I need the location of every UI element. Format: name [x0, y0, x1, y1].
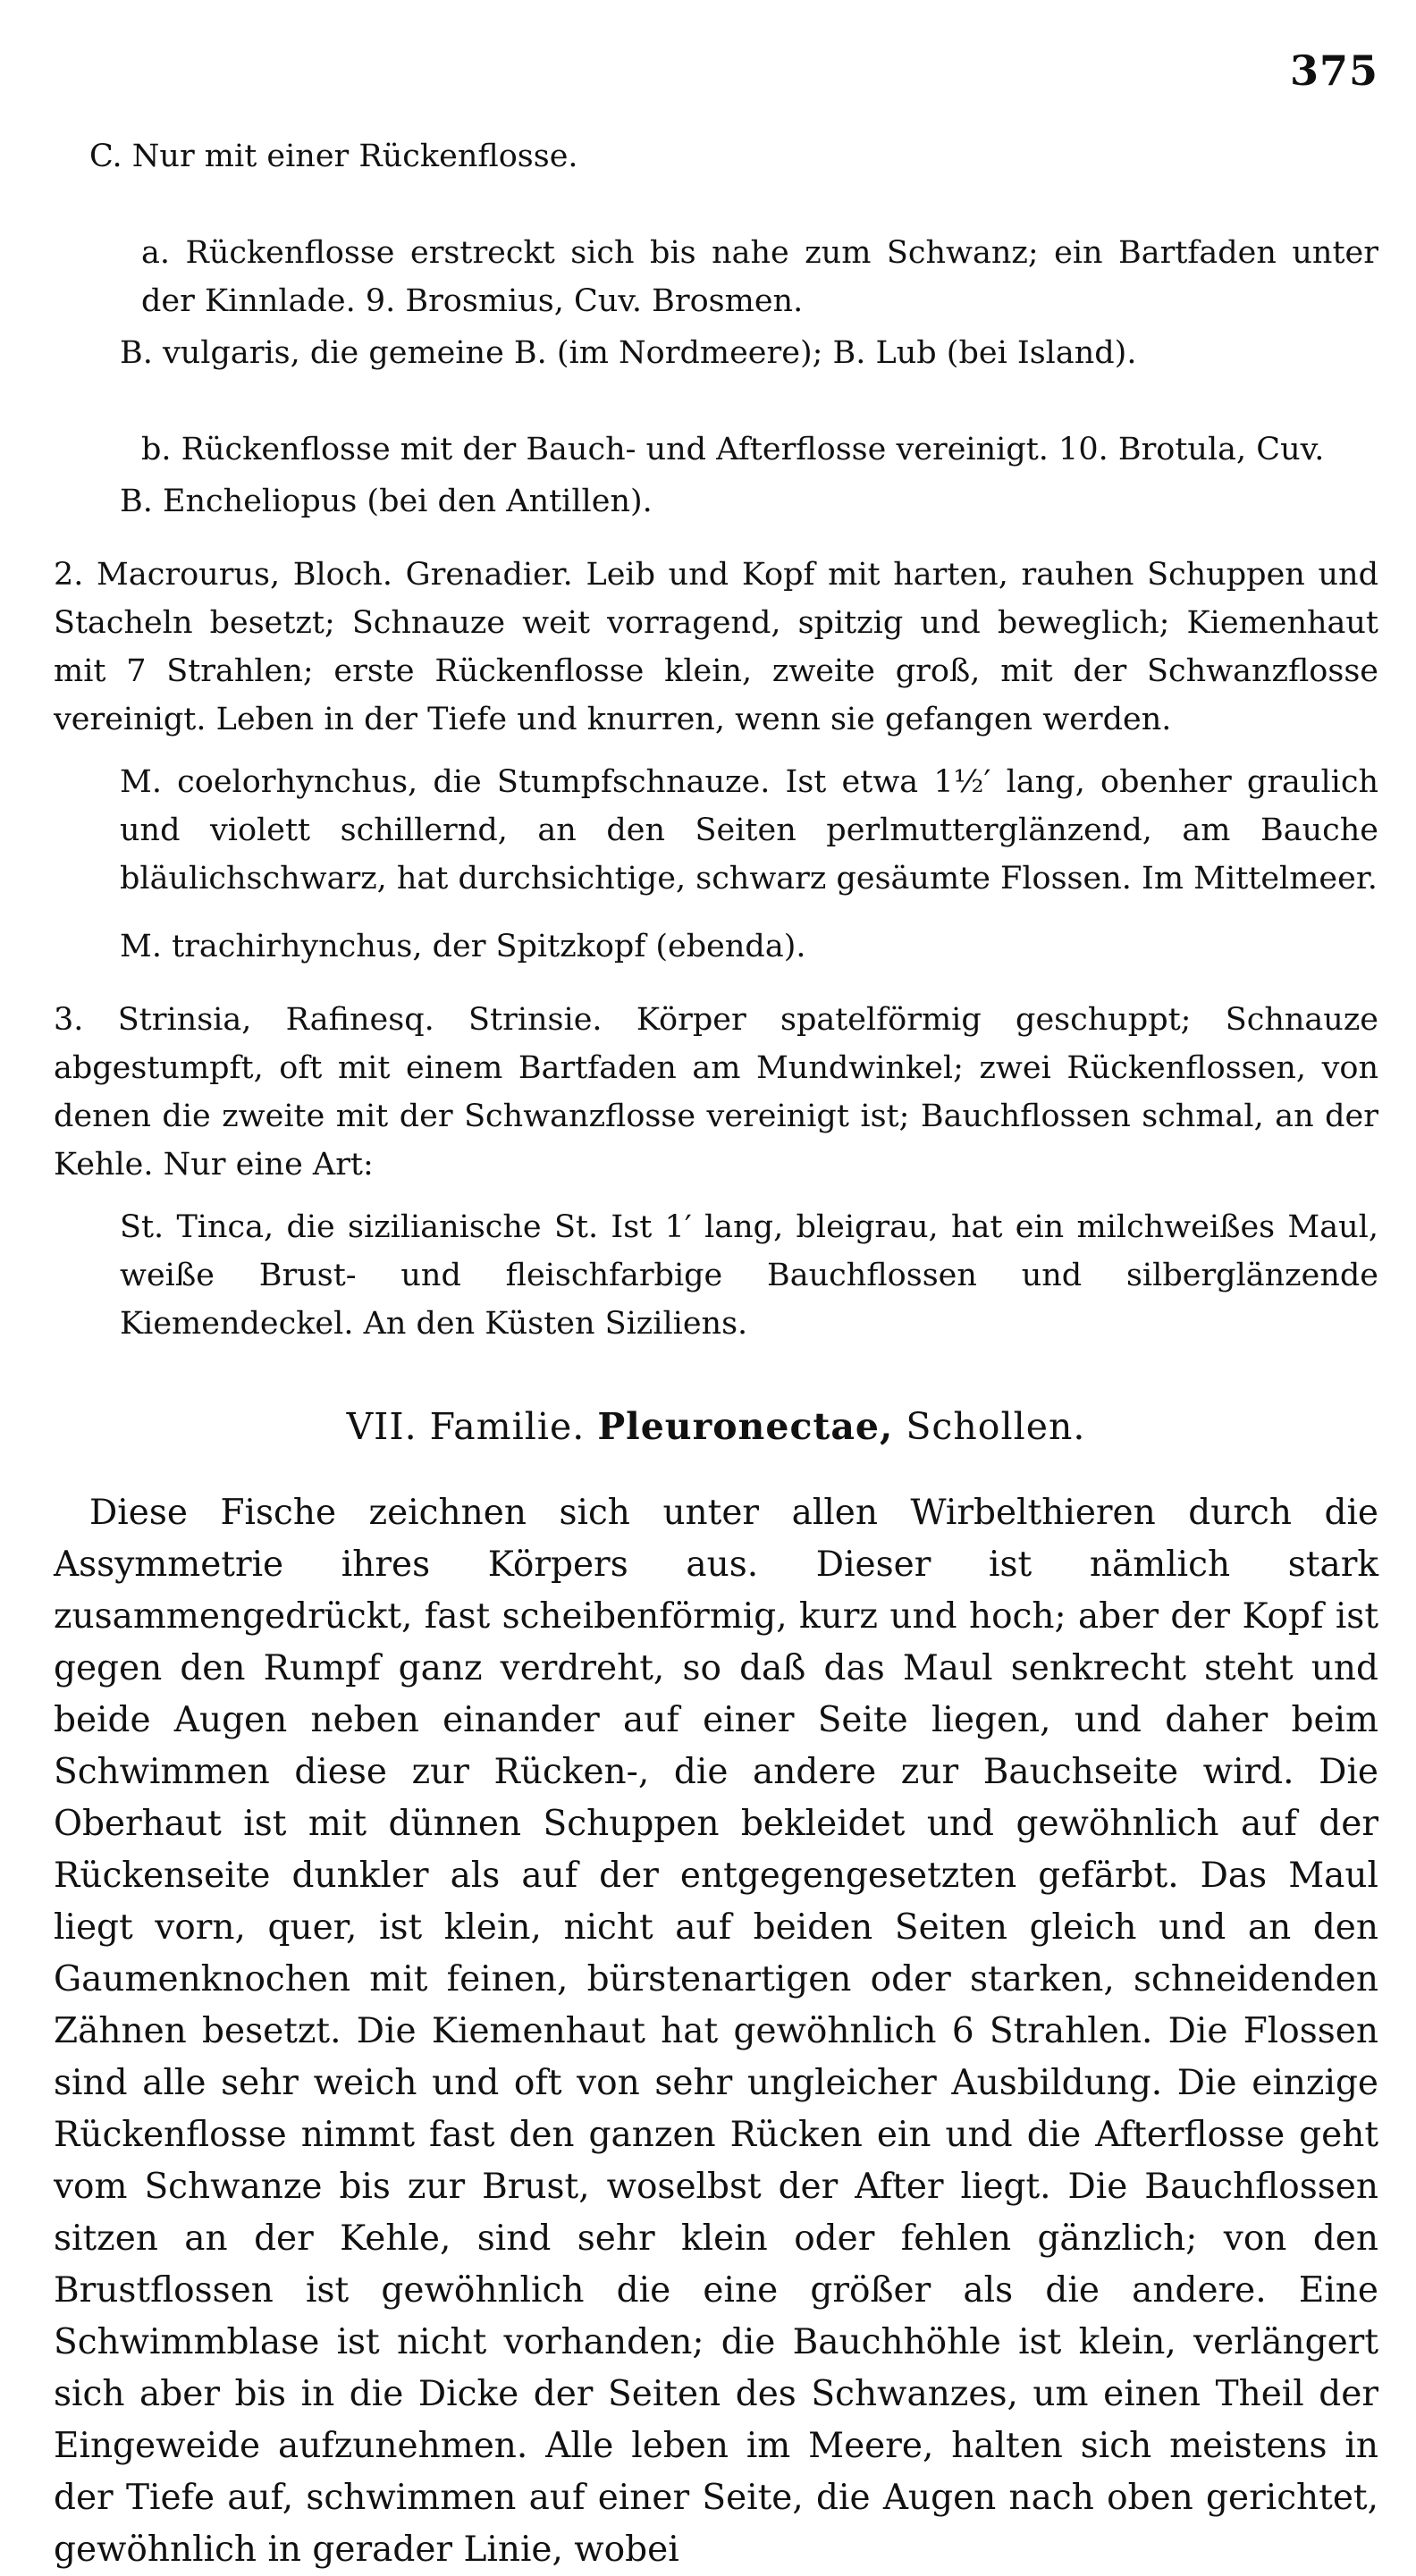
family-heading	[54, 1400, 1378, 1453]
family-prefix: VII. Familie.	[346, 1405, 586, 1448]
section-c-heading: C. Nur mit einer Rückenflosse.	[89, 139, 578, 174]
species-tinca: St. Tinca, die sizilianische St. Ist 1′ lang, bleigrau, hat ein milchweißes Maul, weiße Brust- und fleischfarbige Bauchflossen und silberglänzende Kiemendeckel. An den Küsten Siziliens.	[120, 1209, 1378, 1342]
genus-strinsia: 3. Strinsia, Rafinesq. Strinsie. Körper spatelförmig geschuppt; Schnauze abgestumpft, oft mit einem Bartfaden am Mundwinkel; zwei Rückenflossen, von denen die zweite mit der Schwanzflosse vereinigt ist; Bauchflossen schmal, an der Kehle. Nur eine Art:	[54, 1002, 1378, 1183]
genus-macrourus: 2. Macrourus, Bloch. Grenadier. Leib und Kopf mit harten, rauhen Schuppen und Stacheln besetzt; Schnauze weit vorragend, spitzig und beweglich; Kiemenhaut mit 7 Strahlen; erste Rückenflosse klein, zweite groß, mit der Schwanzflosse vereinigt. Leben in der Tiefe und knurren, wenn sie gefangen werden.	[54, 557, 1378, 737]
subsection-b-species: B. Encheliopus (bei den Antillen).	[120, 484, 653, 519]
species-coelorhynchus: M. coelorhynchus, die Stumpfschnauze. Ist etwa 1½′ lang, obenher graulich und violett schillernd, an den Seiten perlmutterglänzend, am Bauche bläulichschwarz, hat durchsichtige, schwarz gesäumte Flossen. Im Mittelmeer.	[120, 764, 1378, 897]
subsection-a-species: B. vulgaris, die gemeine B. (im Nordmeere); B. Lub (bei Island).	[120, 335, 1137, 371]
main-text-paragraph: Diese Fische zeichnen sich unter allen Wirbelthieren durch die Assymmetrie ihres Körpers aus. Dieser ist nämlich stark zusammengedrückt, fast scheibenförmig, kurz und hoch; aber der Kopf ist gegen den Rumpf ganz verdreht, so daß das Maul senkrecht steht und beide Augen neben einander auf einer Seite liegen, und daher beim Schwimmen diese zur Rücken-, die andere zur Bauchseite wird. Die Oberhaut ist mit dünnen Schuppen bekleidet und gewöhnlich auf der Rückenseite dunkler als auf der entgegengesetzten gefärbt. Das Maul liegt vorn, quer, ist klein, nicht auf beiden Seiten gleich und an den Gaumenknochen mit feinen, bürstenartigen oder starken, schneidenden Zähnen besetzt. Die Kiemenhaut hat gewöhnlich 6 Strahlen. Die Flossen sind alle sehr weich und oft von sehr ungleicher Ausbildung. Die einzige Rückenflosse nimmt fast den ganzen Rücken ein und die Afterflosse geht vom Schwanze bis zur Brust, woselbst der After liegt. Die Bauchflossen sitzen an der Kehle, sind sehr klein oder fehlen gänzlich; von den Brustflossen ist gewöhnlich die eine größer als die andere. Eine Schwimmblase ist nicht vorhanden; die Bauchhöhle ist klein, verlängert sich aber bis in die Dicke der Seiten des Schwanzes, um einen Theil der Eingeweide aufzunehmen. Alle leben im Meere, halten sich meistens in der Tiefe auf, schwimmen auf einer Seite, die Augen nach oben gerichtet, gewöhnlich in gerader Linie, wobei	[54, 1493, 1378, 2570]
subsection-b: b. Rückenflosse mit der Bauch- und Afterflosse vereinigt. 10. Brotula, Cuv.	[141, 432, 1325, 467]
page-number: 375	[1289, 46, 1378, 95]
subsection-a: a. Rückenflosse erstreckt sich bis nahe zum Schwanz; ein Bartfaden unter der Kinnlade. 9. Brosmius, Cuv. Brosmen.	[141, 235, 1378, 319]
family-german-name: Schollen.	[906, 1405, 1086, 1448]
family-latin-name: Pleuronectae,	[597, 1405, 894, 1448]
species-trachirhynchus: M. trachirhynchus, der Spitzkopf (ebenda).	[120, 929, 806, 964]
